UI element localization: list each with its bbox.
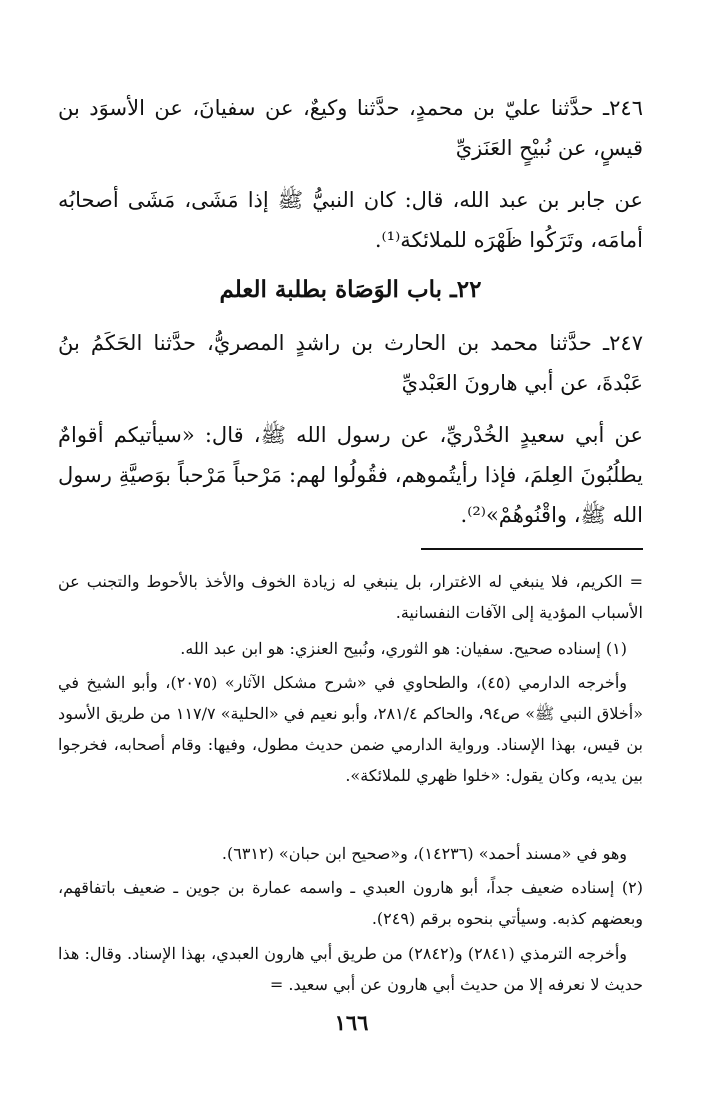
footnote-2-sources: وأخرجه الترمذي (٢٨٤١) و(٢٨٤٢) من طريق أبي هارون العبدي، بهذا الإسناد. وقال: هذا حديث لا نعرفه إلا من حديث أبي هارون عن أبي سعيد. = xyxy=(58,944,643,994)
footnote-1-sources: وأخرجه الدارمي (٤٥)، والطحاوي في «شرح مشكل الآثار» (٢٠٧٥)، وأبو الشيخ في «أخلاق النبي ﷺ» ص٩٤، والحاكم ٢٨١/٤، وأبو نعيم في «الحلية» ١١٧/٧ من طريق الأسود بن قيس، بهذا الإسناد. ورواية الدارمي ضمن حديث مطول، وفيها: وقام أصحابه، فخرجوا بين يديه، وكان يقول: «خلوا ظهري للملائكة». xyxy=(58,673,644,785)
footnote-divider xyxy=(421,548,643,550)
footnote-continuation: = الكريم، فلا ينبغي له الاغترار، بل ينبغي له زيادة الخوف والأخذ بالأحوط والتجنب عن الأسباب المؤدية إلى الآفات النفسانية. xyxy=(58,572,643,622)
chapter-heading: ٢٢ـ باب الوَصَاة بطلبة العلم xyxy=(219,276,482,303)
footnote-1-additional: وهو في «مسند أحمد» (١٤٢٣٦)، و«صحيح ابن حبان» (٦٣١٢). xyxy=(221,844,627,863)
hadith-247-isnad: ٢٤٧ـ حدَّثنا محمد بن الحارث بن راشدٍ المصريُّ، حدَّثنا الحَكَمُ بنُ عَبْدةَ، عن أبي هارونَ العَبْديِّ xyxy=(58,331,643,395)
page-number: ١٦٦ xyxy=(334,1010,369,1035)
footnote-2: (٢) إسناده ضعيف جداً، أبو هارون العبدي ـ واسمه عمارة بن جوين ـ ضعيف باتفاقهم، وبعضهم كذبه. وسيأتي بنحوه برقم (٢٤٩). xyxy=(58,878,643,928)
hadith-246-isnad: ٢٤٦ـ حدَّثنا عليّ بن محمدٍ، حدَّثنا وكيعٌ، عن سفيانَ، عن الأسوَد بن قيسٍ، عن نُبيْحٍ العَنَزيِّ xyxy=(58,96,643,160)
hadith-247-text: عن أبي سعيدٍ الخُدْريِّ، عن رسول الله ﷺ، قال: «سيأتيكم أقوامٌ يطلُبُونَ العِلمَ، فإذا رأيتُموهم، فقُولُوا لهم: مَرْحباً مَرْحباً بوَصيَّةِ رسول الله ﷺ، واقْنُوهُمْ»⁽²⁾. xyxy=(58,423,643,527)
footnote-1: (١) إسناده صحيح. سفيان: هو الثوري، ونُبيح العنزي: هو ابن عبد الله. xyxy=(180,639,627,658)
hadith-246-text: عن جابر بن عبد الله، قال: كان النبيُّ ﷺ إذا مَشَى، مَشَى أصحابُه أمامَه، وتَرَكُوا ظَهْرَه للملائكة⁽¹⁾. xyxy=(58,188,643,252)
